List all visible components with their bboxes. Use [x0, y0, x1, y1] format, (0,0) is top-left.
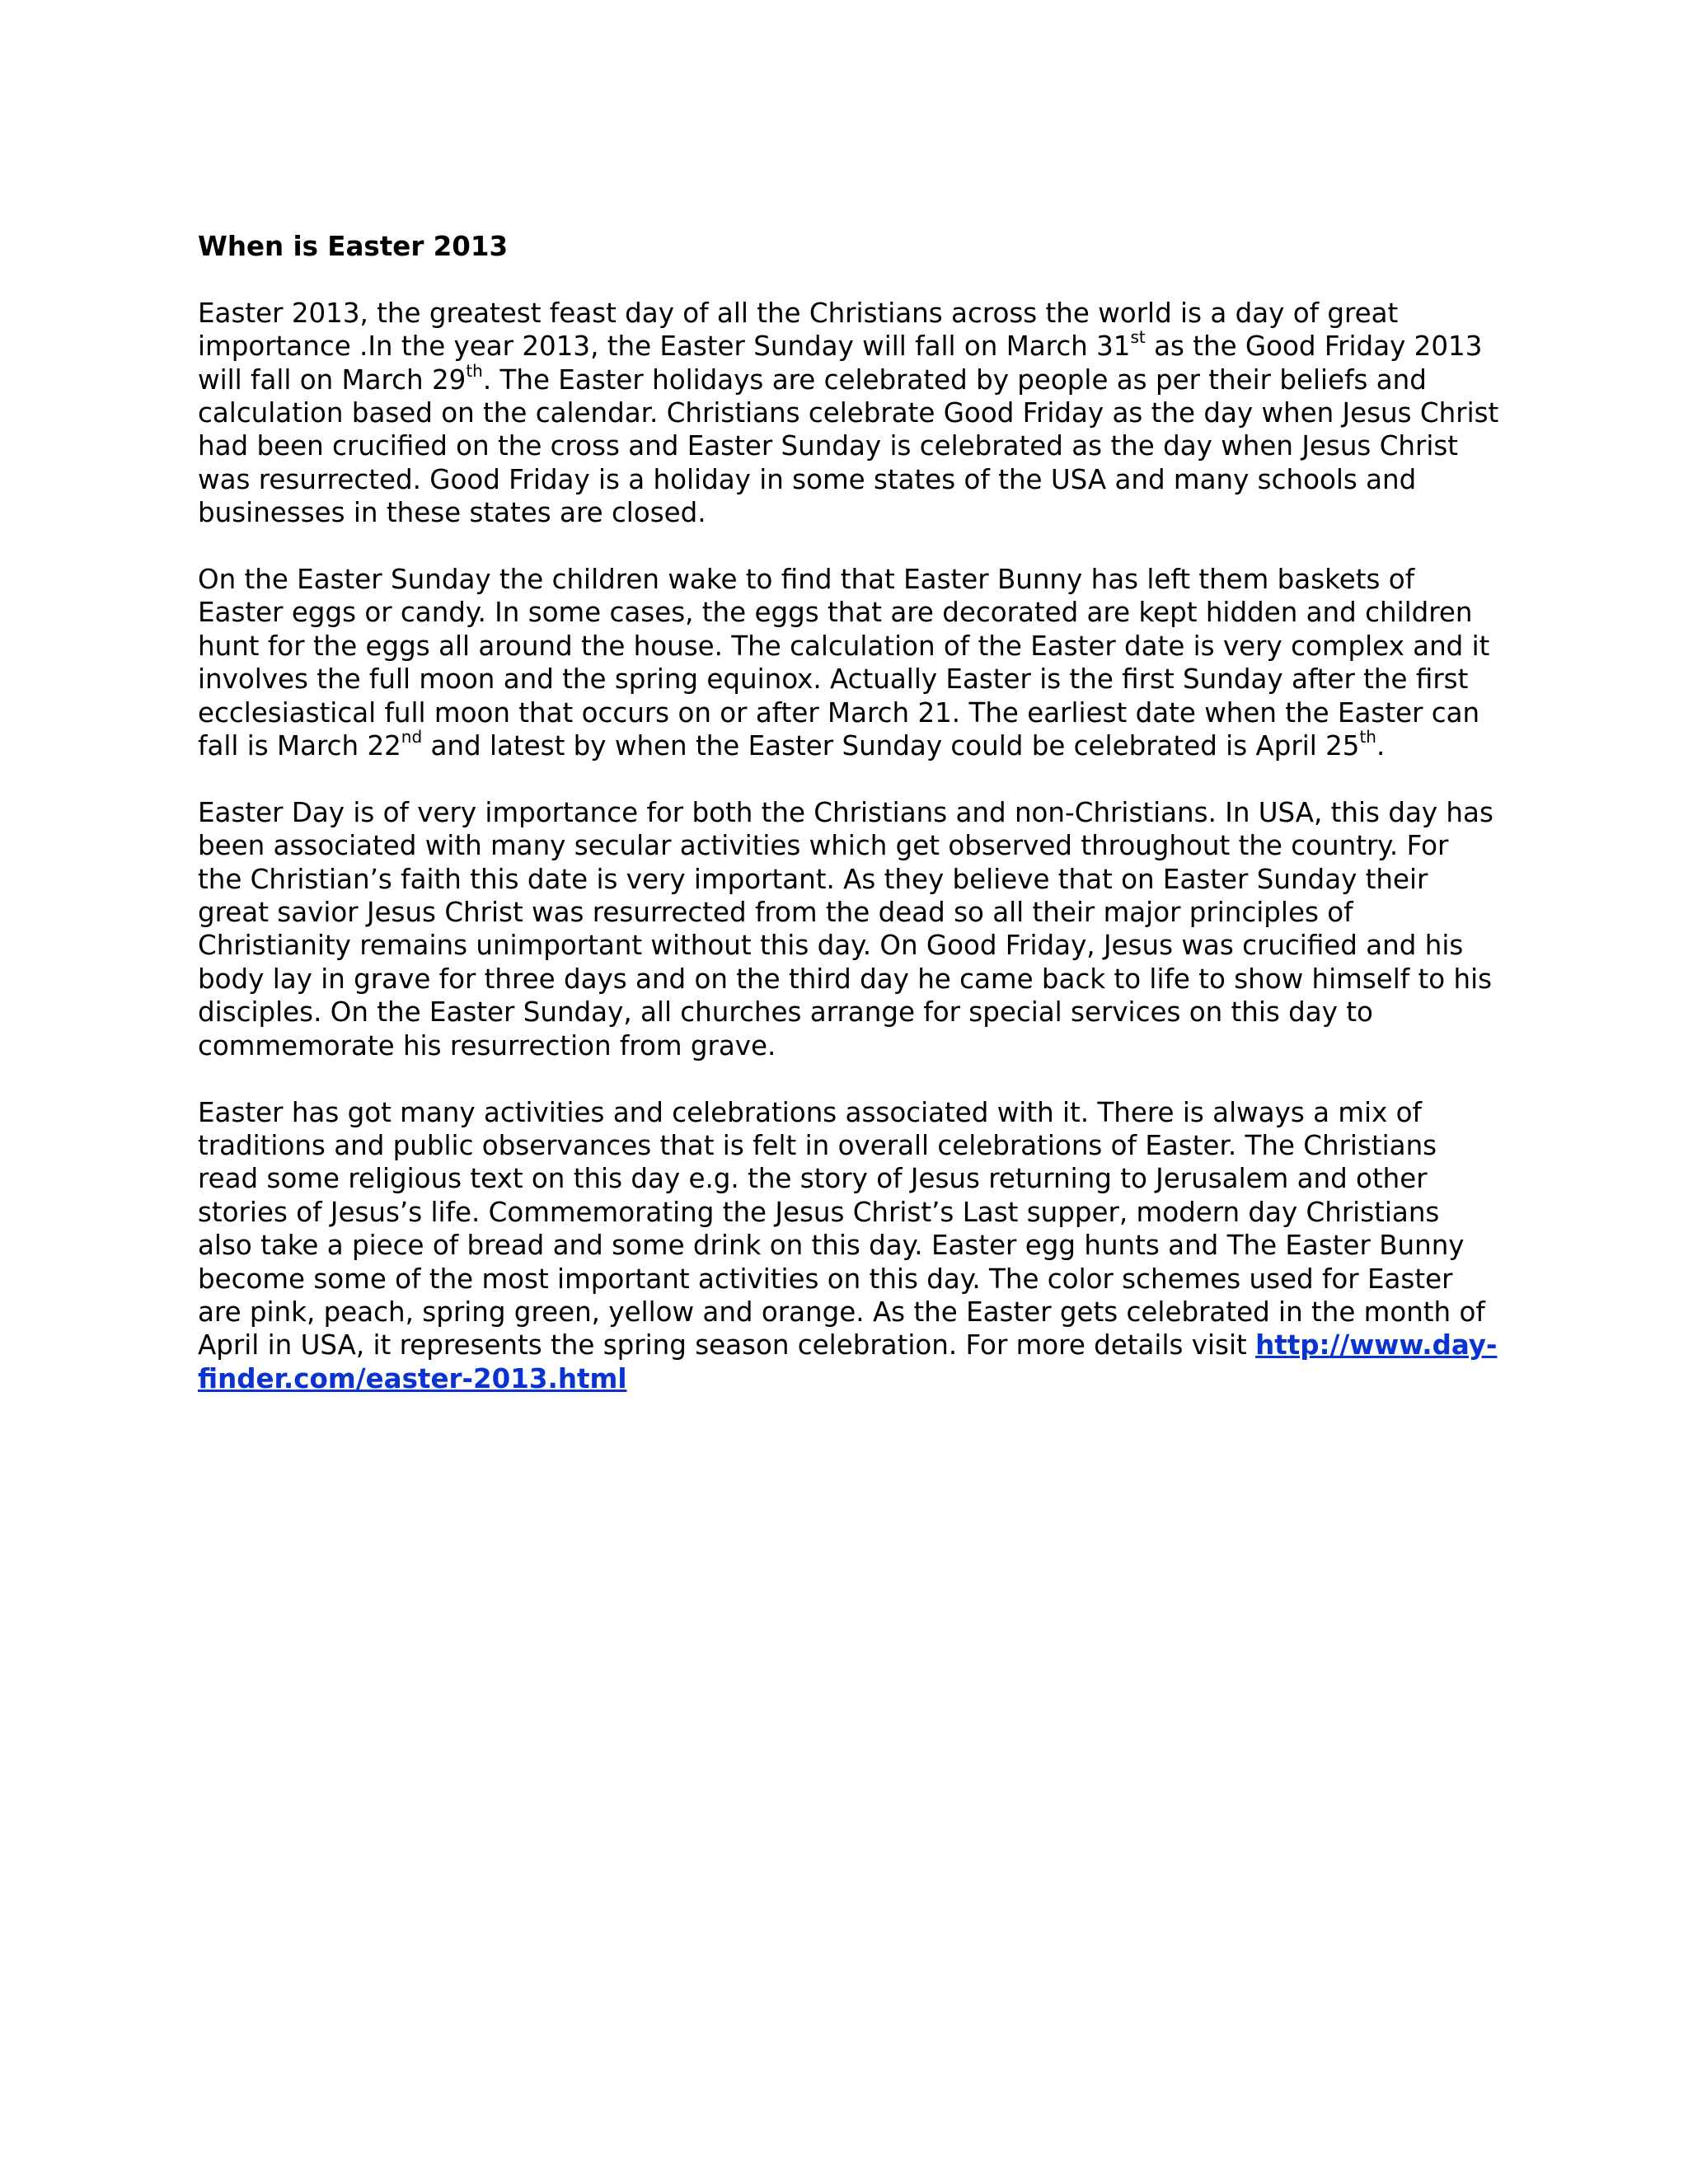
paragraph-text: . — [1376, 730, 1386, 762]
ordinal-superscript: st — [1130, 327, 1146, 348]
day-finder-link[interactable]: http://www.day-finder.com/easter-2013.html — [198, 1329, 1498, 1394]
paragraph-text: and latest by when the Easter Sunday could be celebrated is April 25 — [422, 730, 1360, 762]
paragraph-text: On the Easter Sunday the children wake to find that Easter Bunny has left them baskets of Easter eggs or candy. In some cases, the eggs that are decorated are kept hidden and children hunt for the eggs all around the house. The calculation of the Easter date is very complex and it involves the full moon and the spring equinox. Actually Easter is the first Sunday after the first ecclesiastical full moon that occurs on or after March 21. The earliest date when the Easter can fall is March 22 — [198, 564, 1490, 762]
paragraph — [198, 297, 1500, 530]
ordinal-superscript: th — [466, 360, 483, 381]
ordinal-superscript: th — [1359, 727, 1376, 748]
document-title: When is Easter 2013 — [198, 231, 509, 262]
document-body — [198, 230, 1500, 1429]
paragraph — [198, 563, 1500, 762]
paragraph — [198, 1096, 1500, 1396]
paragraph-text: Easter has got many activities and celebrations associated with it. There is always a mix of traditions and public observances that is felt in overall celebrations of Easter. The Christians read some religious text on this day e.g. the story of Jesus returning to Jerusalem and other stories of Jesus’s life. Commemorating the Jesus Christ’s Last supper, modern day Christians also take a piece of bread and some drink on this day. Easter egg hunts and The Easter Bunny become some of the most important activities on this day. The color schemes used for Easter are pink, peach, spring green, yellow and orange. As the Easter gets celebrated in the month of April in USA, it represents the spring season celebration. For more details visit — [198, 1096, 1485, 1361]
paragraph — [198, 796, 1500, 1062]
paragraph-text: Easter Day is of very importance for both the Christians and non-Christians. In USA, this day has been associated with many secular activities which get observed throughout the country. For the Christian’s faith this date is very important. As they believe that on Easter Sunday their great savior Jesus Christ was resurrected from the dead so all their major principles of Christianity remains unimportant without this day. On Good Friday, Jesus was crucified and his body lay in grave for three days and on the third day he came back to life to show himself to his disciples. On the Easter Sunday, all churches arrange for special services on this day to commemorate his resurrection from grave. — [198, 796, 1493, 1062]
paragraph-text: . The Easter holidays are celebrated by people as per their beliefs and calculation based on the calendar. Christians celebrate Good Friday as the day when Jesus Christ had been crucified on the cross and Easter Sunday is celebrated as the day when Jesus Christ was resurrected. Good Friday is a holiday in some states of the USA and many schools and businesses in these states are closed. — [198, 363, 1499, 529]
paragraphs-container — [198, 297, 1500, 1395]
paragraph-text: Easter 2013, the greatest feast day of all the Christians across the world is a day of great importance .In the year 2013, the Easter Sunday will fall on March 31 — [198, 297, 1399, 363]
paragraph-text: as the Good Friday 2013 will fall on March 29 — [198, 330, 1483, 396]
ordinal-superscript: nd — [401, 727, 423, 748]
